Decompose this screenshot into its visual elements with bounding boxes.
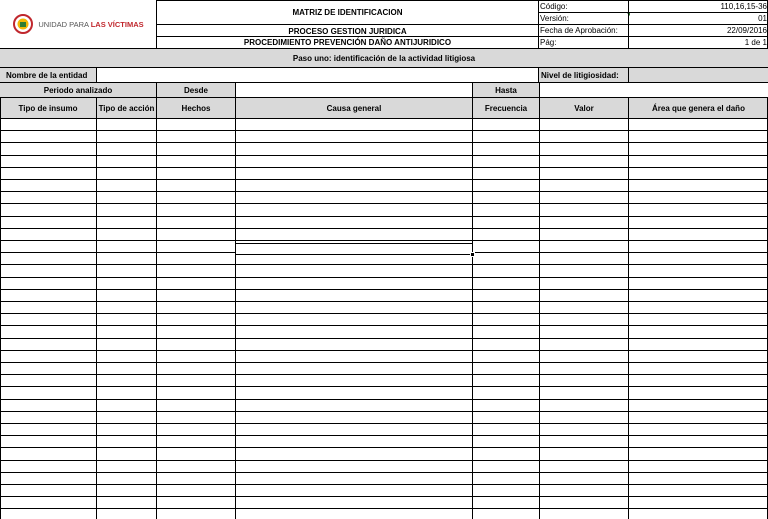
title-procedure: PROCEDIMIENTO PREVENCIÓN DAÑO ANTIJURIDICO: [243, 38, 452, 47]
column-line: [96, 98, 97, 519]
logo: [0, 0, 156, 48]
from-input[interactable]: [236, 83, 472, 97]
row-line: [0, 411, 768, 412]
row-line: [0, 289, 768, 290]
meta-version-label: Versión:: [540, 13, 569, 23]
row-line: [0, 325, 768, 326]
to-input[interactable]: [540, 83, 768, 97]
row-line: [0, 203, 768, 204]
title-accent-bar: [240, 0, 470, 1]
row-line: [0, 277, 768, 278]
row-line: [0, 472, 768, 473]
column-line: [628, 98, 629, 519]
column-line: [235, 98, 236, 519]
from-label: Desde: [157, 83, 235, 97]
col-header-tipo-insumo: Tipo de insumo: [18, 103, 78, 113]
meta-page-value: 1 de 1: [744, 37, 767, 47]
row-line: [0, 399, 768, 400]
row-line: [0, 447, 768, 448]
column-line: [156, 98, 157, 519]
section-line: [0, 118, 768, 119]
row-line: [0, 264, 768, 265]
meta-date-value: 22/09/2016: [726, 25, 767, 35]
row-line: [0, 435, 768, 436]
logo-text-prefix: UNIDAD PARA: [38, 19, 91, 29]
title-process: PROCESO GESTION JURIDICA: [288, 26, 407, 36]
row-line: [0, 386, 768, 387]
col-header-tipo-accion: Tipo de acción: [98, 103, 155, 113]
row-line: [0, 338, 768, 339]
meta-version-value: 01: [758, 13, 767, 23]
period-label: Periodo analizado: [0, 83, 156, 97]
row-line: [0, 496, 768, 497]
col-header-hechos: Hechos: [181, 103, 211, 113]
entity-input[interactable]: [97, 68, 538, 82]
col-header-area-dano: Área que genera el daño: [652, 103, 745, 113]
fill-handle[interactable]: [470, 252, 475, 257]
litigiosity-input[interactable]: [629, 68, 768, 82]
row-line: [0, 350, 768, 351]
litigiosity-label: Nivel de litigiosidad:: [539, 68, 628, 82]
entity-label: Nombre de la entidad: [0, 68, 96, 82]
col-header-causa-general: Causa general: [326, 103, 382, 113]
column-line: [472, 98, 473, 519]
meta-code-value: 110,16,15-36: [720, 1, 767, 11]
section-title: Paso uno: identificación de la actividad litigiosa: [0, 49, 768, 67]
coat-of-arms-icon: [12, 13, 34, 35]
column-line: [0, 98, 1, 519]
row-line: [0, 374, 768, 375]
to-label: Hasta: [473, 83, 539, 97]
row-line: [0, 460, 768, 461]
row-line: [0, 362, 768, 363]
row-line: [0, 301, 768, 302]
row-line: [0, 484, 768, 485]
row-line: [0, 240, 768, 241]
col-header-valor: Valor: [574, 103, 594, 113]
row-line: [0, 216, 768, 217]
row-line: [0, 179, 768, 180]
column-line: [539, 98, 540, 519]
row-line: [0, 167, 768, 168]
meta-date-label: Fecha de Aprobación:: [540, 25, 618, 35]
col-header-frecuencia: Frecuencia: [484, 103, 528, 113]
selected-cell[interactable]: [235, 243, 473, 255]
row-line: [0, 423, 768, 424]
row-line: [0, 155, 768, 156]
row-line: [0, 130, 768, 131]
row-line: [0, 142, 768, 143]
title-main: MATRIZ DE IDENTIFICACION: [292, 8, 403, 17]
logo-text-emph: LAS VÍCTIMAS: [90, 19, 144, 29]
row-line: [0, 313, 768, 314]
row-line: [0, 191, 768, 192]
comment-indicator-icon: [626, 12, 630, 16]
row-line: [0, 508, 768, 509]
row-line: [0, 228, 768, 229]
meta-code-label: Código:: [540, 1, 568, 11]
meta-page-label: Pág:: [540, 37, 557, 47]
